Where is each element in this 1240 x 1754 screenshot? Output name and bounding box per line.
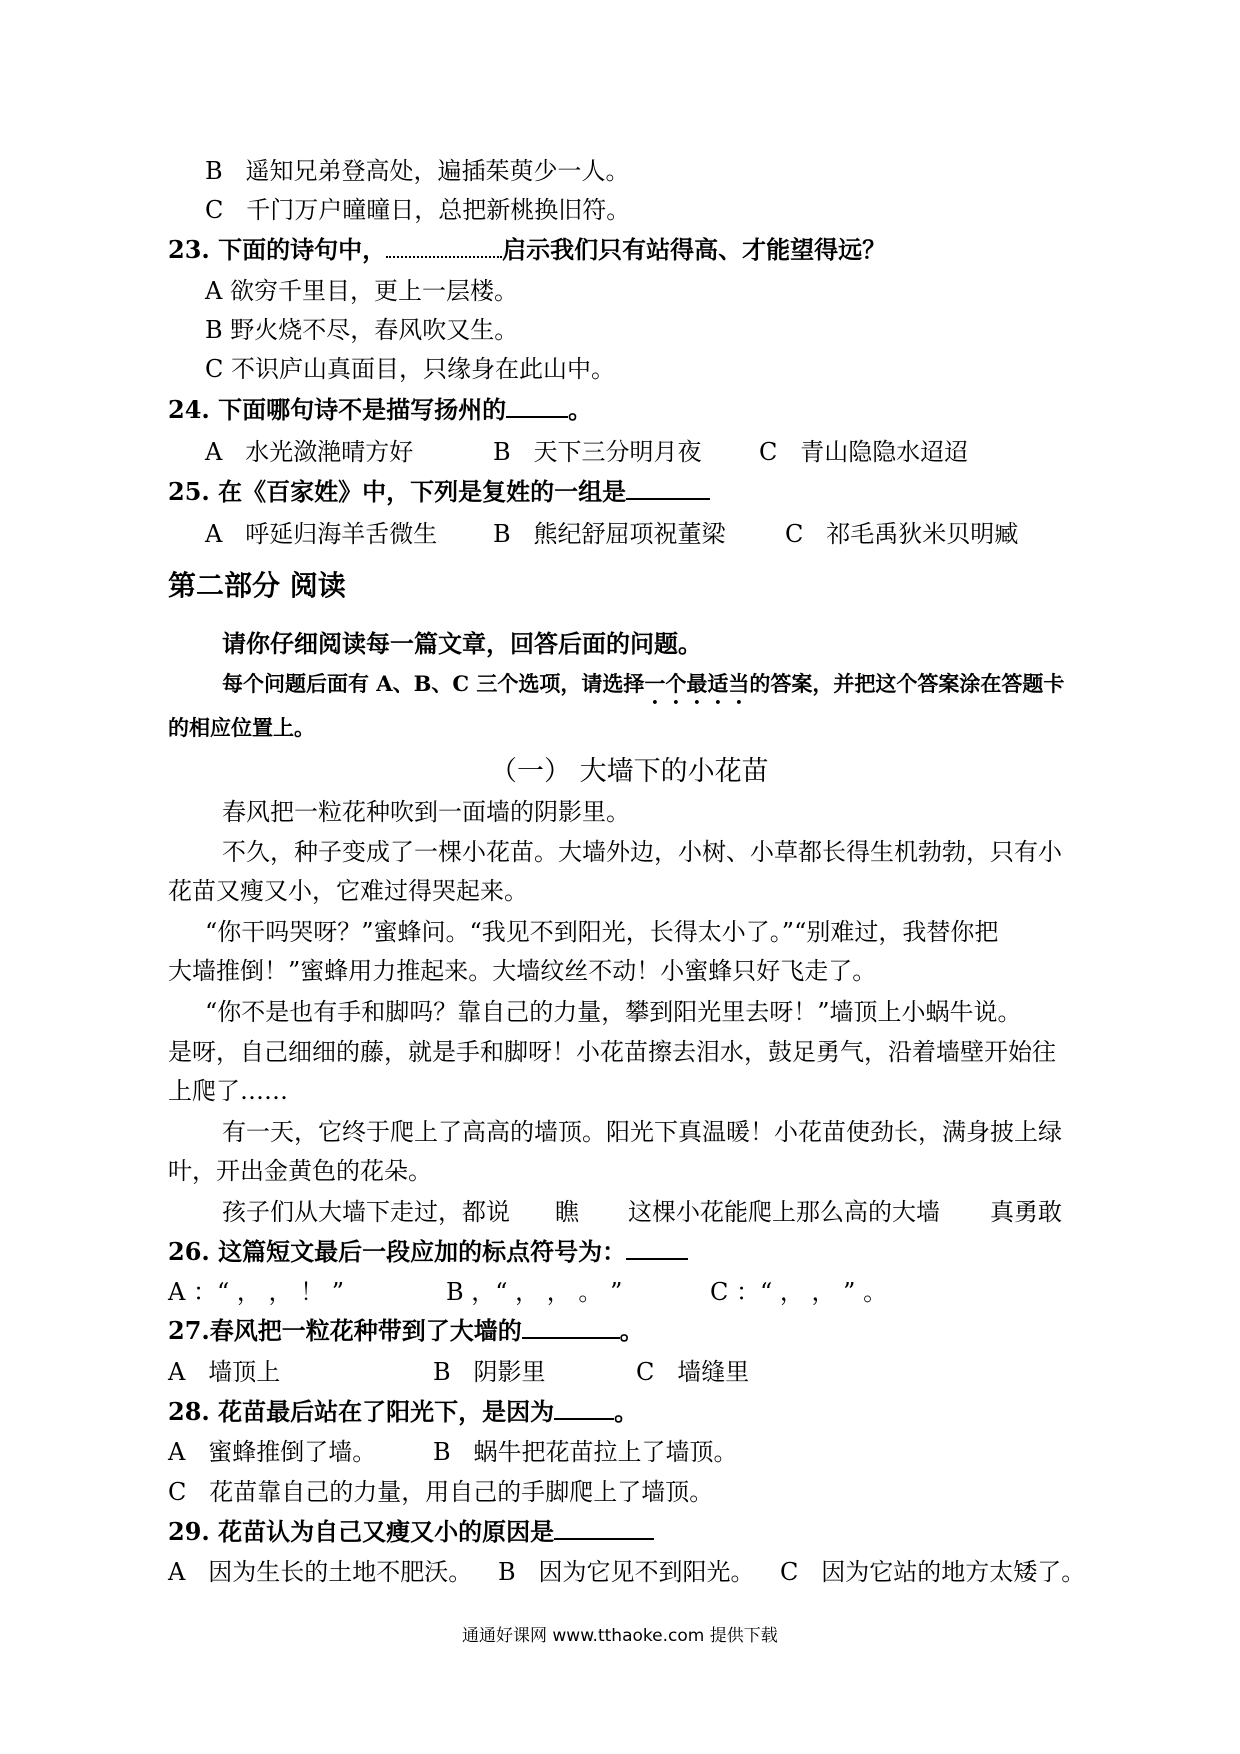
answer-blank xyxy=(506,394,568,418)
answer-blank xyxy=(554,1516,654,1540)
q24-option-c: C 青山隐隐水迢迢 xyxy=(759,438,969,466)
question-27: 27.春风把一粒花种带到了大墙的 。 xyxy=(168,1316,644,1345)
answer-blank xyxy=(386,234,502,258)
passage-line: 花苗又瘦又小，它难过得哭起来。 xyxy=(168,877,528,905)
q23-option-c: C 不识庐山真面目，只缘身在此山中。 xyxy=(205,355,616,383)
q22-option-c: C 千门万户曈曈日，总把新桃换旧符。 xyxy=(205,196,631,224)
answer-blank xyxy=(522,1315,620,1339)
question-24: 24. 下面哪句诗不是描写扬州的 。 xyxy=(168,395,593,424)
q24-option-a: A 水光潋滟晴方好 xyxy=(205,438,414,466)
q24-option-b: B 天下三分明月夜 xyxy=(493,438,702,466)
question-23: 23. 下面的诗句中， 启示我们只有站得高、才能望得远？ xyxy=(168,235,887,264)
passage-last-line-part1: 孩子们从大墙下走过，都说 xyxy=(222,1198,510,1226)
q25-option-a: A 呼延归海羊舌微生 xyxy=(205,520,438,548)
question-29: 29. 花苗认为自己又瘦又小的原因是 xyxy=(168,1516,654,1548)
section-heading: 第二部分 阅读 xyxy=(168,569,346,602)
q26-option-b: B ，“ ， ， 。 ” xyxy=(446,1278,623,1306)
passage-last-line-part2: 瞧 xyxy=(555,1198,579,1226)
passage-line: “你干吗哭呀？”蜜蜂问。“我见不到阳光，长得太小了。”“别难过，我替你把 xyxy=(205,918,999,946)
question-25: 25. 在《百家姓》中，下列是复姓的一组是 xyxy=(168,476,710,508)
passage-line: 有一天，它终于爬上了高高的墙顶。阳光下真温暖！小花苗使劲长，满身披上绿 xyxy=(222,1118,1062,1146)
q27-option-b: B 阴影里 xyxy=(433,1358,546,1386)
q23-option-a: A 欲穷千里目，更上一层楼。 xyxy=(205,277,518,305)
q29-option-b: B 因为它见不到阳光。 xyxy=(498,1558,755,1586)
reading-instruction-3: 的相应位置上。 xyxy=(168,715,315,740)
passage-line: 大墙推倒！”蜜蜂用力推起来。大墙纹丝不动！小蜜蜂只好飞走了。 xyxy=(168,957,877,985)
page-footer: 通通好课网 www.tthaoke.com 提供下载 xyxy=(462,1626,778,1646)
passage-line: 是呀，自己细细的藤，就是手和脚呀！小花苗擦去泪水，鼓足勇气，沿着墙壁开始往 xyxy=(168,1038,1056,1066)
question-28: 28. 花苗最后站在了阳光下，是因为 。 xyxy=(168,1397,639,1426)
q25-option-b: B 熊纪舒屈项祝董梁 xyxy=(493,520,726,548)
question-26: 26. 这篇短文最后一段应加的标点符号为： xyxy=(168,1236,688,1268)
q26-option-a: A ：“ ， ， ！ ” xyxy=(168,1278,345,1306)
passage-last-line-part3: 这棵小花能爬上那么高的大墙 xyxy=(628,1198,940,1226)
passage-line: “你不是也有手和脚吗？靠自己的力量，攀到阳光里去呀！”墙顶上小蜗牛说。 xyxy=(205,998,1022,1026)
q28-option-a: A 蜜蜂推倒了墙。 xyxy=(168,1438,377,1466)
q22-option-b: B 遥知兄弟登高处，遍插茱萸少一人。 xyxy=(205,157,630,185)
passage-title: （一） 大墙下的小花苗 xyxy=(490,756,769,787)
q27-option-c: C 墙缝里 xyxy=(636,1358,750,1386)
reading-instruction-2: 每个问题后面有 A、B、C 三个选项，请选择一个最适当的答案，并把这个答案涂在答题卡 xyxy=(222,671,1065,696)
q28-option-b: B 蜗牛把花苗拉上了墙顶。 xyxy=(433,1438,738,1466)
q23-option-b: B 野火烧不尽，春风吹又生。 xyxy=(205,316,519,344)
q25-option-c: C 祁毛禹狄米贝明臧 xyxy=(785,520,1019,548)
q28-option-c: C 花苗靠自己的力量，用自己的手脚爬上了墙顶。 xyxy=(168,1478,714,1506)
passage-line: 春风把一粒花种吹到一面墙的阴影里。 xyxy=(222,798,630,826)
passage-last-line-part4: 真勇敢 xyxy=(990,1198,1062,1226)
q29-option-c: C 因为它站的地方太矮了。 xyxy=(780,1558,1086,1586)
answer-blank xyxy=(554,1396,614,1420)
passage-line: 上爬了…… xyxy=(168,1077,288,1105)
q27-option-a: A 墙顶上 xyxy=(168,1358,281,1386)
passage-line: 叶，开出金黄色的花朵。 xyxy=(168,1157,432,1185)
reading-instruction-1: 请你仔细阅读每一篇文章，回答后面的问题。 xyxy=(222,629,702,658)
q26-option-c: C ：“ ， ， ” 。 xyxy=(710,1278,888,1306)
answer-blank xyxy=(626,1236,688,1260)
passage-line: 不久，种子变成了一棵小花苗。大墙外边，小树、小草都长得生机勃勃，只有小 xyxy=(222,838,1062,866)
q29-option-a: A 因为生长的土地不肥沃。 xyxy=(168,1558,473,1586)
answer-blank xyxy=(626,476,710,500)
